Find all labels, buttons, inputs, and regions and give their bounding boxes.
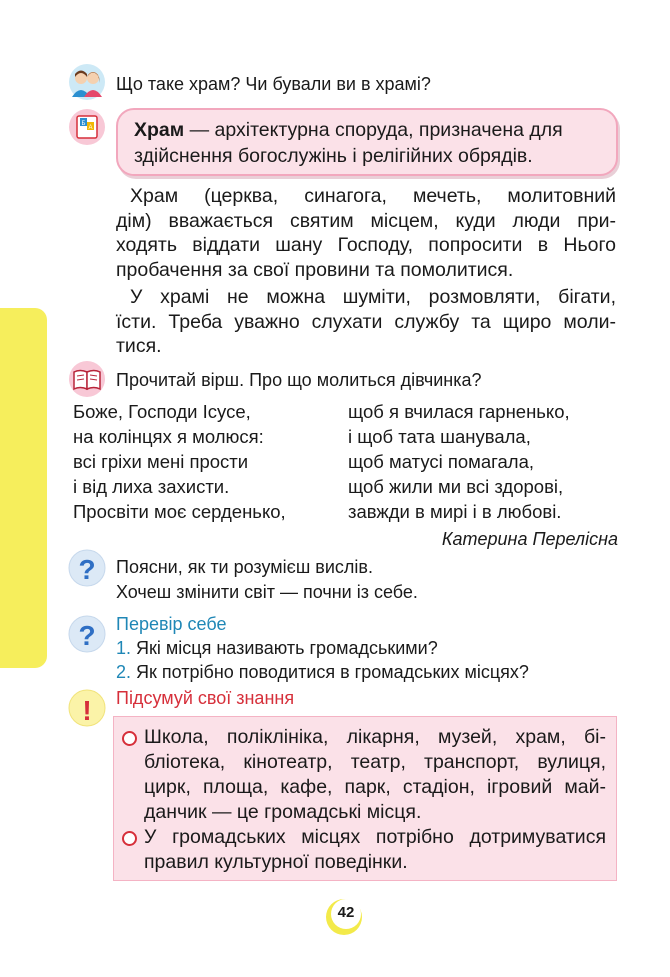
- body-line: У храмі не можна шуміти, розмовляти, бігати,: [130, 286, 616, 308]
- poem-right-line: щоб жили ми всі здорові,: [348, 476, 564, 497]
- poem-right-line: і щоб тата шанувала,: [348, 426, 531, 447]
- body-line: дім) вважається святим місцем, куди люди при-: [116, 209, 616, 232]
- page-number: 42: [337, 904, 355, 921]
- check-item-text: Які місця називають громадськими?: [136, 638, 438, 658]
- definition-box: [116, 108, 618, 176]
- summary-line: цирк, площа, кафе, парк, стадіон, ігровий май-: [144, 776, 606, 798]
- poem-left-line: і від лиха захисти.: [73, 476, 230, 497]
- check-item-1: [116, 636, 438, 660]
- poem-left-line: Просвіти моє серденько,: [73, 501, 286, 522]
- check-item-2: [116, 660, 529, 684]
- body-line: ходять віддати шану Господу, попросити в Нього: [116, 234, 616, 256]
- bullet-circle-icon: [122, 731, 137, 746]
- abc-book-icon: [68, 108, 106, 146]
- body-paragraph-2: [116, 285, 616, 359]
- explain-line-1: Поясни, як ти розумієш вислів.: [116, 557, 373, 577]
- body-paragraph-1: [116, 184, 616, 282]
- body-line: тися.: [116, 335, 162, 357]
- reading-task: Прочитай вірш. Про що молиться дівчинка?: [116, 370, 482, 390]
- summary-line: Школа, поліклініка, лікарня, музей, храм, бі-: [144, 726, 606, 748]
- summary-line: У громадських місцях потрібно дотримуватися: [144, 826, 606, 848]
- check-item-text: Як потрібно поводитися в громадських місцях?: [136, 662, 529, 682]
- page-number-badge: [322, 893, 366, 937]
- definition-term: Храм: [134, 119, 185, 141]
- svg-text:?: ?: [78, 620, 96, 651]
- definition-text-line1: — архітектурна споруда, призначена для: [184, 119, 563, 141]
- open-book-icon: [68, 360, 106, 398]
- pair-of-children-icon: [68, 63, 106, 101]
- poem-right-line: щоб я вчилася гарненько,: [348, 401, 570, 422]
- svg-text:?: ?: [78, 554, 96, 585]
- summary-line: правил культурної поведінки.: [144, 851, 408, 873]
- summary-line: данчик — це громадські місця.: [144, 801, 422, 823]
- question-mark-icon: [68, 615, 106, 653]
- summary-heading: Підсумуй свої знання: [116, 688, 295, 708]
- question-mark-icon: [68, 549, 106, 587]
- explain-line-2: Хочеш змінити світ — почни із себе.: [116, 582, 418, 602]
- poem-right-line: завжди в мирі і в любові.: [348, 501, 562, 522]
- summary-box: [113, 716, 617, 881]
- check-item-number: 1.: [116, 638, 132, 658]
- summary-line: бліотека, кінотеатр, театр, транспорт, вулиця,: [144, 751, 606, 773]
- svg-text:Б: Б: [81, 121, 86, 127]
- check-heading: Перевір себе: [116, 614, 227, 634]
- discussion-question: Що таке храм? Чи бували ви в храмі?: [116, 74, 431, 94]
- check-item-number: 2.: [116, 662, 132, 682]
- poem-right-line: щоб матусі помагала,: [348, 451, 535, 472]
- svg-text:А: А: [88, 125, 93, 131]
- poem-left-line: на колінцях я молюся:: [73, 426, 264, 447]
- exclamation-mark-icon: [68, 689, 106, 727]
- side-tab: [0, 308, 47, 668]
- body-line: Храм (церква, синагога, мечеть, молитовний: [130, 185, 616, 207]
- poem-left-line: всі гріхи мені прости: [73, 451, 249, 472]
- definition-text-line2: здійснення богослужінь і релігійних обрядів.: [134, 145, 533, 167]
- bullet-circle-icon: [122, 831, 137, 846]
- poem-left-line: Боже, Господи Ісусе,: [73, 401, 251, 422]
- poem-author: Катерина Перелісна: [441, 529, 618, 549]
- body-line: пробачення за свої провини та помолитися.: [116, 258, 514, 281]
- body-line: їсти. Треба уважно слухати службу та щиро моли-: [116, 310, 616, 333]
- svg-text:!: !: [82, 695, 92, 726]
